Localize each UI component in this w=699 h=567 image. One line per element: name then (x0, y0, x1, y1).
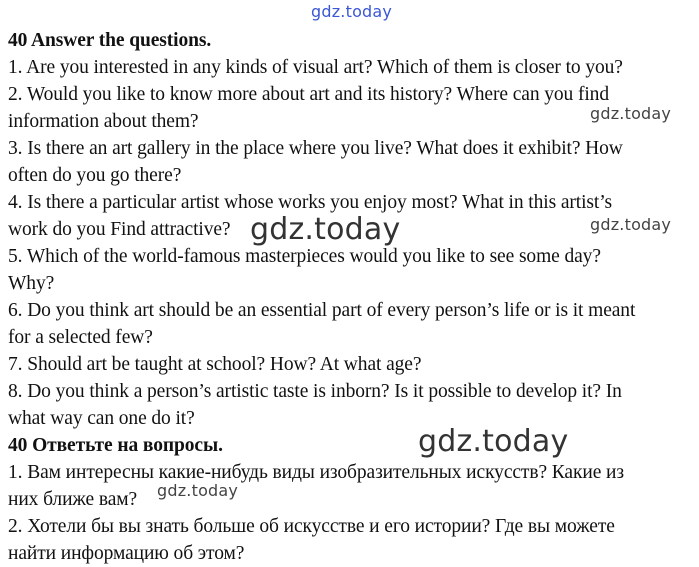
english-heading: 40 Answer the questions. (8, 30, 212, 51)
question-line: Why? (8, 273, 55, 294)
question-line: найти информацию об этом? (8, 543, 245, 564)
question-line: 6. Do you think art should be an essential part of every person’s life or is it meant (8, 300, 636, 321)
question-line: 5. Which of the world-famous masterpieces would you like to see some day? (8, 246, 601, 267)
watermark-center-1: gdz.today (250, 212, 401, 247)
watermark-right-1: gdz.today (590, 104, 672, 123)
question-line: 1. Вам интересны какие-нибудь виды изобразительных искусств? Какие из (8, 462, 624, 483)
question-line: 1. Are you interested in any kinds of visual art? Which of them is closer to you? (8, 57, 623, 78)
question-line: information about them? (8, 111, 199, 132)
question-line: 4. Is there a particular artist whose works you enjoy most? What in this artist’s (8, 192, 613, 213)
question-line: 2. Would you like to know more about art and its history? Where can you find (8, 84, 609, 105)
question-line: for a selected few? (8, 327, 153, 348)
question-line: них ближе вам? (8, 489, 138, 510)
watermark-right-2: gdz.today (590, 215, 672, 234)
question-line: 3. Is there an art gallery in the place where you live? What does it exhibit? How (8, 138, 623, 159)
question-line: often do you go there? (8, 165, 182, 186)
question-line: work do you Find attractive? (8, 219, 231, 240)
watermark-left-small: gdz.today (157, 481, 239, 500)
question-line: 8. Do you think a person’s artistic taste is inborn? Is it possible to develop it? In (8, 381, 622, 402)
question-line: 2. Хотели бы вы знать больше об искусстве и его истории? Где вы можете (8, 516, 615, 537)
watermark-center-2: gdz.today (418, 424, 569, 459)
question-line: 7. Should art be taught at school? How? At what age? (8, 354, 422, 375)
russian-heading: 40 Ответьте на вопросы. (8, 435, 223, 456)
question-line: what way can one do it? (8, 408, 195, 429)
watermark-top: gdz.today (311, 2, 393, 21)
